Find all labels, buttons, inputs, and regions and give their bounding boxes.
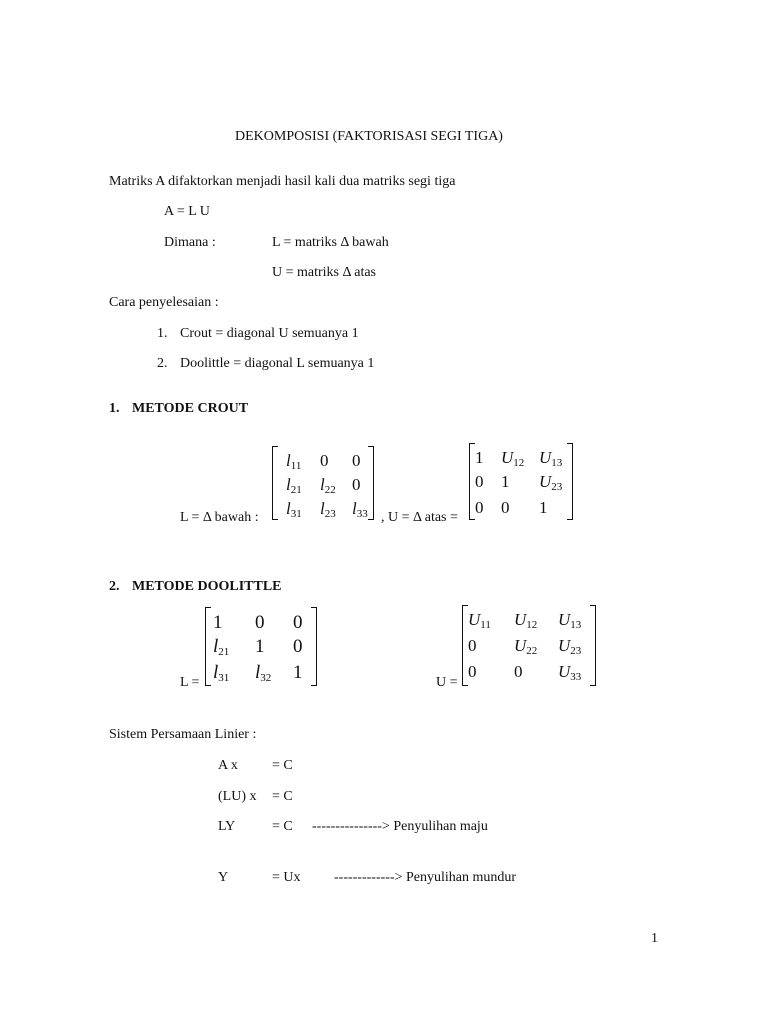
- matrix-cell: $l_{31}$: [213, 662, 230, 684]
- matrix-cell: 0: [468, 662, 477, 681]
- section-number: 2.: [109, 579, 120, 594]
- matrix-cell: $U_{22}$: [514, 636, 538, 657]
- list-item-number: 1.: [157, 326, 168, 341]
- matrix-cell: $l_{21}$: [286, 475, 302, 496]
- crout-l-matrix: [272, 446, 374, 520]
- section-heading: METODE DOOLITTLE: [132, 579, 282, 594]
- matrix-cell: $l_{11}$: [286, 451, 302, 472]
- spl-arrow: -------------> Penyulihan mundur: [334, 870, 517, 885]
- section-heading: METODE CROUT: [132, 401, 249, 416]
- equation-a-lu: A = L U: [164, 204, 210, 219]
- matrix-cell: 1: [539, 498, 548, 517]
- matrix-cell: 0: [514, 662, 523, 681]
- spl-right: = Ux: [272, 870, 301, 885]
- list-item: Crout = diagonal U semuanya 1: [180, 326, 359, 341]
- doolittle-l-label: L =: [180, 675, 200, 690]
- matrix-cell: 1: [213, 612, 223, 633]
- matrix-cell: 0: [320, 451, 329, 470]
- crout-u-label: , U = Δ atas =: [381, 510, 458, 525]
- matrix-cell: $U_{13}$: [539, 448, 563, 469]
- crout-l-label: L = Δ bawah :: [180, 510, 259, 525]
- spl-right: = C: [272, 819, 293, 834]
- matrix-cell: $l_{33}$: [352, 499, 368, 520]
- matrix-cell: $U_{23}$: [539, 472, 563, 493]
- matrix-cell: $l_{22}$: [320, 475, 336, 496]
- crout-u-matrix: [469, 443, 573, 520]
- page-number: 1: [651, 931, 658, 946]
- matrix-cell: 1: [475, 448, 484, 467]
- matrix-cell: $l_{31}$: [286, 499, 302, 520]
- matrix-cell: 0: [352, 451, 361, 470]
- list-item: Doolittle = diagonal L semuanya 1: [180, 356, 375, 371]
- spl-left: A x: [218, 758, 238, 773]
- matrix-cell: $U_{11}$: [468, 610, 491, 631]
- matrix-cell: 0: [501, 498, 510, 517]
- intro-text: Matriks A difaktorkan menjadi hasil kali dua matriks segi tiga: [109, 174, 456, 189]
- u-definition: U = matriks Δ atas: [272, 265, 376, 280]
- matrix-cell: 1: [293, 662, 303, 683]
- l-definition: L = matriks Δ bawah: [272, 235, 389, 250]
- cara-label: Cara penyelesaian :: [109, 295, 219, 310]
- matrix-cell: 1: [255, 636, 265, 657]
- matrix-cell: 0: [475, 498, 484, 517]
- matrix-cell: $l_{21}$: [213, 636, 230, 658]
- matrix-cell: $U_{33}$: [558, 662, 582, 683]
- spl-arrow: ---------------> Penyulihan maju: [312, 819, 488, 834]
- doolittle-u-matrix: [462, 605, 596, 686]
- spl-left: LY: [218, 819, 236, 834]
- list-item-number: 2.: [157, 356, 168, 371]
- matrix-cell: 0: [468, 636, 477, 655]
- doolittle-u-label: U =: [436, 675, 458, 690]
- section-number: 1.: [109, 401, 120, 416]
- matrix-cell: $U_{12}$: [501, 448, 525, 469]
- spl-heading: Sistem Persamaan Linier :: [109, 727, 257, 742]
- matrix-cell: 0: [255, 612, 265, 633]
- matrix-cell: $U_{12}$: [514, 610, 538, 631]
- matrix-cell: 1: [501, 472, 510, 491]
- matrix-cell: 0: [293, 636, 303, 657]
- dimana-label: Dimana :: [164, 235, 216, 250]
- spl-left: (LU) x: [218, 789, 257, 804]
- matrix-cell: $l_{23}$: [320, 499, 336, 520]
- matrix-cell: $U_{23}$: [558, 636, 582, 657]
- matrix-cell: 0: [293, 612, 303, 633]
- spl-left: Y: [218, 870, 229, 885]
- doolittle-l-matrix: [205, 607, 317, 686]
- matrix-cell: 0: [352, 475, 361, 494]
- page-title: DEKOMPOSISI (FAKTORISASI SEGI TIGA): [235, 129, 503, 144]
- matrix-cell: $l_{32}$: [255, 662, 272, 684]
- spl-right: = C: [272, 789, 293, 804]
- matrix-cell: $U_{13}$: [558, 610, 582, 631]
- matrix-cell: 0: [475, 472, 484, 491]
- spl-right: = C: [272, 758, 293, 773]
